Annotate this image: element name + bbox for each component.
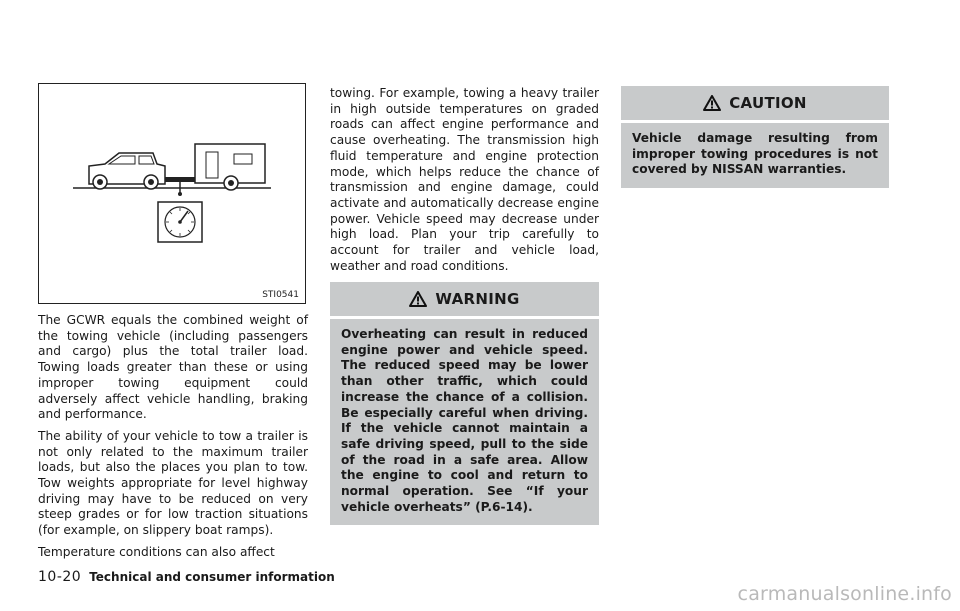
caution-box (621, 86, 889, 188)
caution-header (621, 86, 889, 120)
warning-header (330, 282, 599, 316)
body-column-left (38, 313, 308, 567)
paragraph-towing: towing. For example, towing a heavy trailer in high outside temperatures on graded roads can affect engine performance and cause overheating. The transmission high fluid temperature and engine protection mode, which helps reduce the chance of transmission and engine damage, could activate and automatically decrease engine power. Vehicle speed may decrease under high load. Plan your trip carefully to account for trailer and vehicle load, weather and road conditions. (330, 86, 599, 273)
paragraph-gcwr: The GCWR equals the combined weight of the towing vehicle (including passengers and cargo) plus the total trailer load. Towing loads greater than these or using improper towing equipment could adversely affect vehicle handling, braking and performance. (38, 313, 308, 422)
paragraph-ability: The ability of your vehicle to tow a trailer is not only related to the maximum trailer loads, but also the places you plan to tow. Tow weights appropriate for level highway driving may have to be reduced on very steep grades or for low traction situations (for example, on slippery boat ramps). (38, 428, 308, 538)
section-title: Technical and consumer information (89, 570, 335, 584)
body-column-middle (330, 86, 599, 280)
page-number: 10-20 (38, 569, 82, 585)
page-footer (38, 569, 335, 585)
warning-title: WARNING (435, 290, 520, 308)
watermark: carmanualsonline.info (737, 583, 952, 605)
car-trailer-scale-drawing (39, 84, 305, 303)
warning-box (330, 282, 599, 525)
warning-text: Overheating can result in reduced engine power and vehicle speed. The reduced speed may be lower than other traffic, which could increase the chance of a collision. Be especially careful when driving. If the vehicle cannot maintain a safe driving speed, pull to the side of the road in a safe area. Allow the engine to cool and return to normal operation. See “If your vehicle overheats” (P.6-14). (330, 316, 599, 525)
figure-code: STI0541 (262, 290, 299, 300)
caution-text: Vehicle damage resulting from improper towing procedures is not covered by NISSAN warranties. (621, 120, 889, 188)
warning-triangle-icon (409, 291, 427, 307)
paragraph-temperature: Temperature conditions can also affect (38, 544, 275, 559)
towing-illustration (38, 83, 306, 304)
caution-triangle-icon (703, 95, 721, 111)
caution-title: CAUTION (729, 94, 807, 112)
